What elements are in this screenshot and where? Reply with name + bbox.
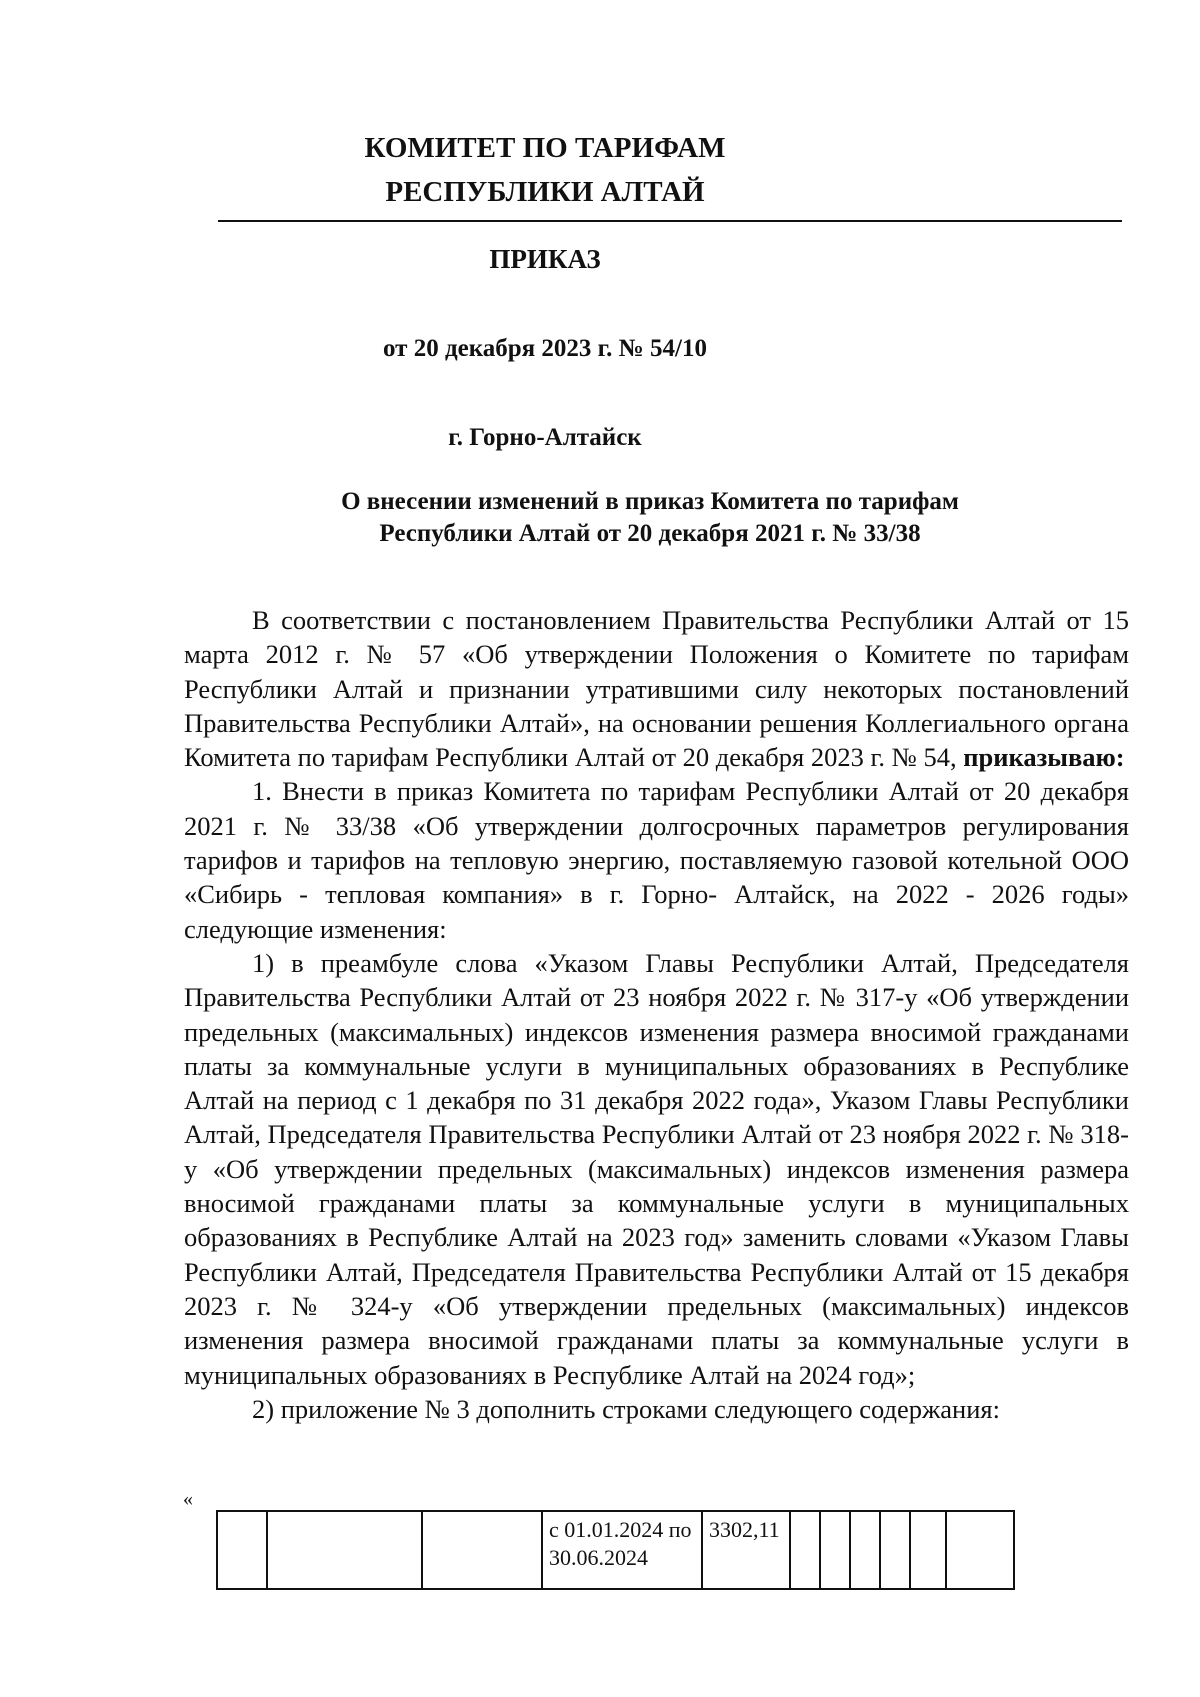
document-body [184,603,1129,1426]
document-date-number: от 20 декабря 2023 г. № 54/10 [383,335,707,362]
opening-quote: « [183,1488,193,1510]
preamble-order-word: приказываю: [963,742,1125,773]
preamble-text: В соответствии с постановлением Правительства Республики Алтай от 15 марта 2012 г. № 57 «Об утверждении Положения о Комитете по тарифам Республики Алтай и признании утратившими силу некоторых постановлений Правительства Республики Алтай», на основании решения Коллегиального органа Комитета по тарифам Республики Алтай от 20 декабря 2023 г. № 54, [184,605,1129,773]
subject-line2: Республики Алтай от 20 декабря 2021 г. № 33/38 [379,520,921,547]
table-cell [267,1511,422,1589]
appendix-table [216,1510,1015,1590]
document-city: г. Горно-Алтайск [448,424,642,451]
organization-name-line2: РЕСПУБЛИКИ АЛТАЙ [385,176,705,208]
subject-line1: О внесении изменений в приказ Комитета по тарифам [341,488,959,515]
table-cell-period: с 01.01.2024 по 30.06.2024 [542,1511,702,1589]
table-cell [910,1511,946,1589]
table-cell [946,1511,1014,1589]
paragraph-preamble [184,603,1129,774]
table-cell [880,1511,910,1589]
paragraph-item-1-2: 2) приложение № 3 дополнить строками следующего содержания: [252,1393,1000,1424]
table-cell [790,1511,820,1589]
table-cell [217,1511,267,1589]
header-divider [218,220,1122,222]
table-cell [422,1511,542,1589]
table-cell [850,1511,880,1589]
table-cell-value: 3302,11 [702,1511,790,1589]
document-type: ПРИКАЗ [489,244,601,274]
paragraph-item-1: 1. Внести в приказ Комитета по тарифам Республики Алтай от 20 декабря 2021 г. № 33/38 «Об утверждении долгосрочных параметров регулирования тарифов и тарифов на тепловую энергию, поставляемую газовой котельной ООО «Сибирь - тепловая компания» в г. Горно- Алтайск, на 2022 - 2026 годы» следующие изменения: [184,776,1129,944]
document-subject [200,486,1100,550]
table-cell [820,1511,850,1589]
organization-name-line1: КОМИТЕТ ПО ТАРИФАМ [364,132,726,164]
paragraph-item-1-1: 1) в преамбуле слова «Указом Главы Республики Алтай, Председателя Правительства Республики Алтай от 23 ноября 2022 г. № 317-у «Об утверждении предельных (максимальных) индексов изменения размера вносимой гражданами платы за коммунальные услуги в муниципальных образованиях в Республике Алтай на период с 1 декабря по 31 декабря 2022 года», Указом Главы Республики Алтай, Председателя Правительства Республики Алтай от 23 ноября 2022 г. № 318-у «Об утверждении предельных (максимальных) индексов изменения размера вносимой гражданами платы за коммунальные услуги в муниципальных образованиях в Республике Алтай на 2023 год» заменить словами «Указом Главы Республики Алтай, Председателя Правительства Республики Алтай от 15 декабря 2023 г. № 324-у «Об утверждении предельных (максимальных) индексов изменения размера вносимой гражданами платы за коммунальные услуги в муниципальных образованиях в Республике Алтай на 2024 год»; [184,947,1129,1390]
table-row [217,1511,1014,1589]
